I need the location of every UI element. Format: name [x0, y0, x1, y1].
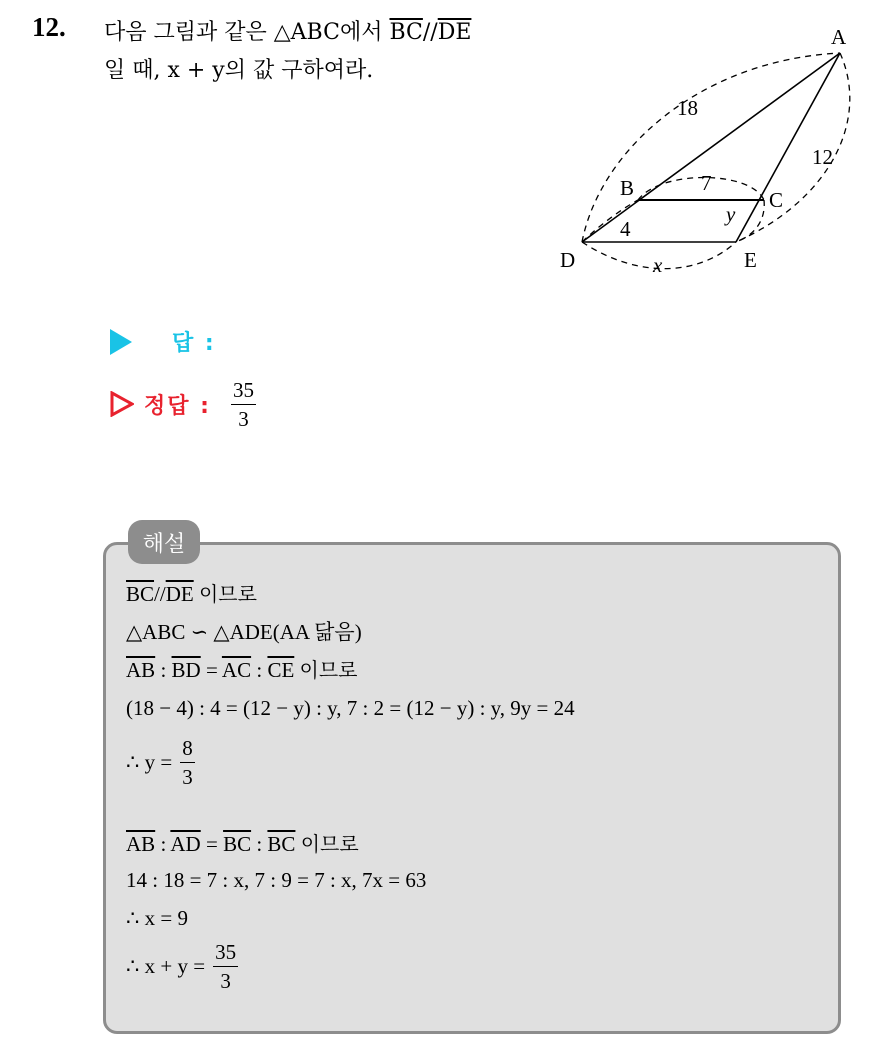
seg: $\overline{AD}$ [170, 832, 201, 856]
text: 이므로 [300, 832, 359, 856]
fraction-y [180, 736, 195, 788]
solution-line-4: (18 − 4) : 4 = (12 − y) : y, 7 : 2 = (12 − y) : y, 9y = 24 [126, 696, 575, 720]
seg: $\overline{BC}$ [223, 832, 252, 856]
vertex-e: E [744, 248, 757, 272]
solution-line-2: △ABC ∽ △ADE(AA 닮음) [126, 620, 362, 644]
seg: $\overline{AB}$ [126, 832, 156, 856]
text: ∴ x + y = [126, 953, 206, 978]
correct-answer-numerator: 35 [231, 378, 256, 405]
question-text [104, 14, 564, 90]
length-ce-y: y [726, 202, 736, 226]
seg: $\overline{BC}$ [126, 582, 155, 606]
length-ac-12: 12 [812, 145, 833, 169]
text: 이므로 [299, 658, 358, 682]
text: 이므로 [198, 582, 257, 606]
colon: : [155, 832, 171, 856]
outline-triangle-icon [110, 391, 134, 417]
answer-row [110, 326, 216, 357]
solution-tag: 해설 [128, 520, 200, 564]
length-bc-7: 7 [701, 171, 712, 195]
filled-triangle-icon [110, 329, 132, 355]
correct-answer-label: 정답 : [144, 393, 211, 419]
seg: $\overline{DE}$ [165, 582, 194, 606]
correct-answer-row [110, 378, 256, 430]
numerator: 8 [180, 736, 195, 763]
seg: $\overline{AC}$ [221, 658, 252, 682]
fraction-result [213, 940, 238, 992]
line-ad [582, 53, 840, 242]
solution-line-3 [126, 654, 358, 683]
solution-line-9 [126, 940, 238, 992]
vertex-b: B [620, 176, 635, 200]
equals: = [200, 832, 224, 856]
seg: $\overline{BD}$ [171, 658, 201, 682]
vertex-d: D [560, 248, 576, 272]
seg: $\overline{CE}$ [267, 658, 295, 682]
correct-answer-fraction [231, 378, 256, 430]
segment-bc: $\overline{BC}$ [389, 20, 423, 45]
seg: $\overline{AB}$ [126, 658, 156, 682]
colon: : [251, 658, 268, 682]
text: ∴ y = [126, 749, 173, 774]
question-number: 12. [32, 12, 66, 42]
solution-line-7: 14 : 18 = 7 : x, 7 : 9 = 7 : x, 7x = 63 [126, 868, 427, 892]
solution-line-5 [126, 736, 195, 788]
segment-de: $\overline{DE}$ [437, 20, 472, 45]
length-bd-4: 4 [620, 217, 631, 241]
length-ab-18: 18 [677, 96, 698, 120]
seg: $\overline{BC}$ [267, 832, 296, 856]
solution-line-8: ∴ x = 9 [126, 906, 188, 930]
colon: : [155, 658, 172, 682]
denominator: 3 [220, 969, 231, 993]
question-line-1-text: 다음 그림과 같은 △ABC에서 [104, 20, 390, 45]
triangle-figure [548, 20, 868, 282]
colon: : [251, 832, 268, 856]
denominator: 3 [182, 765, 193, 789]
vertex-c: C [769, 188, 784, 212]
solution-line-1 [126, 578, 257, 607]
answer-label: 답 : [172, 331, 216, 356]
vertex-a: A [831, 25, 847, 49]
solution-line-6 [126, 828, 359, 857]
question-line-2: 일 때, x + y의 값 구하여라. [104, 58, 374, 83]
parallel-symbol: // [422, 20, 438, 45]
parallel-symbol: // [154, 582, 166, 606]
equals: = [200, 658, 222, 682]
question-line-1 [104, 14, 564, 52]
correct-answer-denominator: 3 [238, 407, 249, 431]
numerator: 35 [213, 940, 238, 967]
length-de-x: x [653, 253, 663, 277]
